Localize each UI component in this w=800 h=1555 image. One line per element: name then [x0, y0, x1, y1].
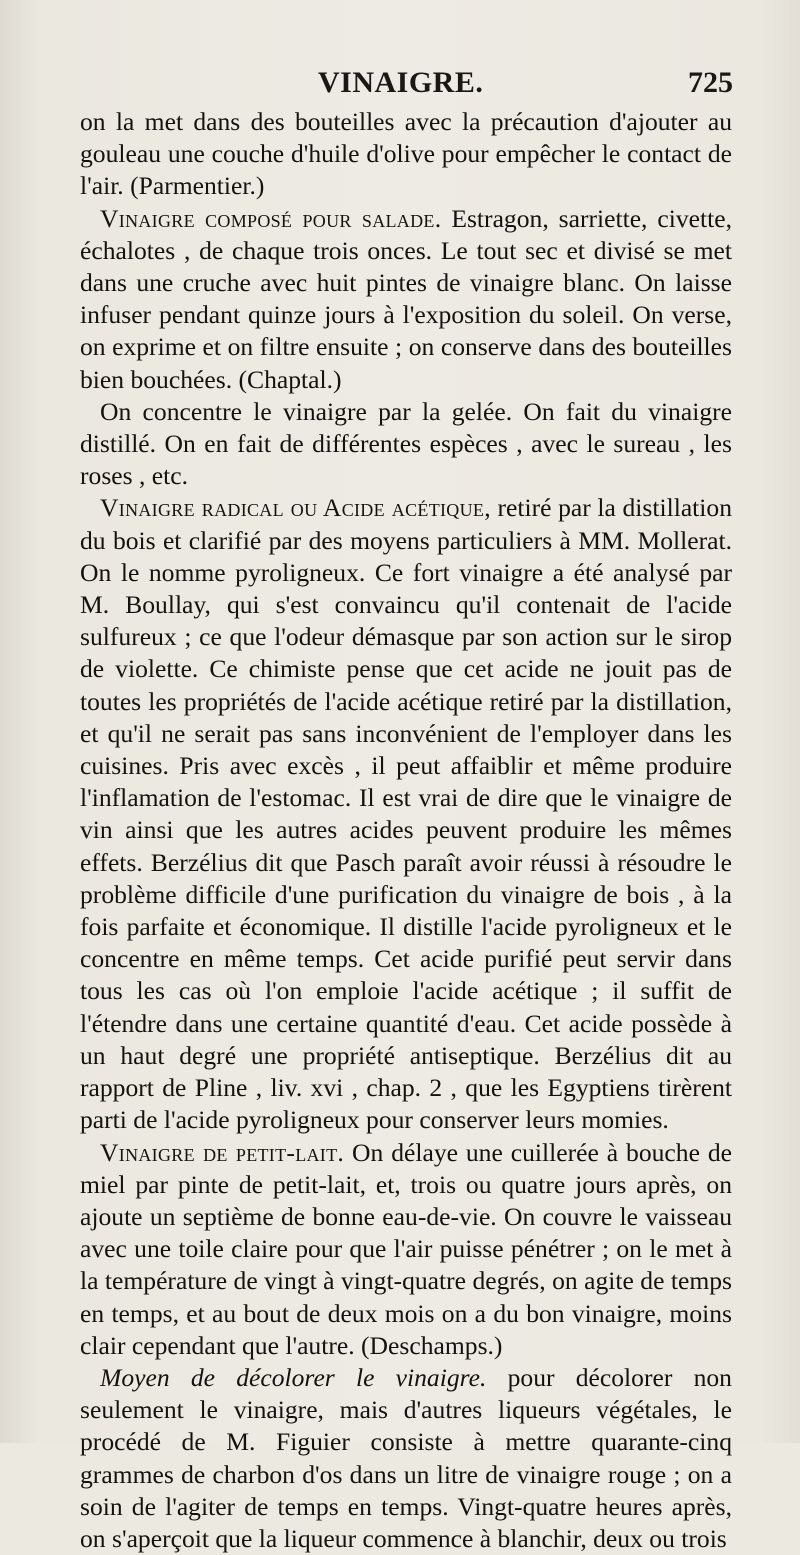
paragraph-text: on la met dans des bouteilles avec la précaution d'ajouter au gouleau une couche d'huile d'olive pour empêcher le contact de l'air. (Parmentier.) [80, 107, 732, 201]
paragraph-vinaigre-petit-lait [80, 1137, 732, 1362]
entry-heading: Vinaigre de petit-lait. [100, 1137, 345, 1167]
page-number: 725 [688, 66, 733, 99]
paragraph-decolorer [80, 1362, 732, 1555]
paragraph-vinaigre-radical [80, 492, 732, 1136]
paragraph-text: Estragon, sarriette, civette, échalotes , de chaque trois onces. Le tout sec et divisé se met dans une cruche avec huit pintes de vinaigre blanc. On laisse infuser pendant quinze jours à l'exposition du soleil. On verse, on exprime et on filtre ensuite ; on conserve dans des bouteilles bien bouchées. (Chaptal.) [80, 203, 732, 394]
paragraph-parmentier [80, 106, 732, 203]
entry-heading: Vinaigre composé pour salade. [100, 203, 442, 233]
page-header [0, 66, 800, 100]
paragraph-text: On délaye une cuillerée à bouche de miel par pinte de petit-lait, et, trois ou quatre jours après, on ajoute un septième de bonne eau-de-vie. On couvre le vaisseau avec une toile claire pour que l'air puisse pénétrer ; on le met à la température de vingt à vingt-quatre degrés, on agite de temps en temps, et au bout de deux mois on a du bon vinaigre, moins clair cependant que l'autre. (Deschamps.) [80, 1137, 732, 1360]
paragraph-text: retiré par la distillation du bois et clarifié par des moyens particuliers à MM. Mollerat. On le nomme pyroligneux. Ce fort vinaigre a été analysé par M. Boullay, qui s'est convaincu qu'il contenait de l'acide sulfureux ; ce que l'odeur démasque par son action sur le sirop de violette. Ce chimiste pense que cet acide ne jouit pas de toutes les propriétés de l'acide acétique retiré par la distillation, et qu'il ne serait pas sans inconvénient de l'employer dans les cuisines. Pris avec excès , il peut affaiblir et même produire l'inflamation de l'estomac. Il est vrai de dire que le vinaigre de vin ainsi que les autres acides peuvent produire les mêmes effets. Berzélius dit que Pasch paraît avoir réussi à résoudre le problème difficile d'une purification du vinaigre de bois , à la fois parfaite et économique. Il distille l'acide pyroligneux et le concentre en même temps. Cet acide purifié peut servir dans tous les cas où l'on emploie l'acide acétique ; il suffit de l'étendre dans une certaine quantité d'eau. Cet acide possède à un haut degré une propriété antiseptique. Berzélius dit au rapport de Pline , liv. xvi , chap. 2 , que les Egyptiens tirèrent parti de l'acide pyroligneux pour conserver leurs momies. [80, 493, 732, 1135]
running-title: VINAIGRE. [318, 66, 484, 99]
body-text [80, 106, 732, 1555]
entry-heading-italic: Moyen de décolorer le vinaigre. [100, 1362, 487, 1392]
paragraph-text: On concentre le vinaigre par la gelée. On fait du vinaigre distillé. On en fait de différentes espèces , avec le sureau , les roses , etc. [80, 396, 732, 491]
paragraph-text: pour décolorer non seulement le vinaigre, mais d'autres liqueurs végétales, le procédé de M. Figuier consiste à mettre quarante-cinq grammes de charbon d'os dans un litre de vinaigre rouge ; on a soin de l'agiter de temps en temps. Vingt-quatre heures après, on s'aperçoit que la liqueur commence à blanchir, deux ou trois [80, 1362, 732, 1553]
paragraph-concentration [80, 396, 732, 493]
paragraph-vinaigre-salade [80, 203, 732, 396]
entry-heading: Vinaigre radical ou Acide acétique, [100, 493, 491, 523]
